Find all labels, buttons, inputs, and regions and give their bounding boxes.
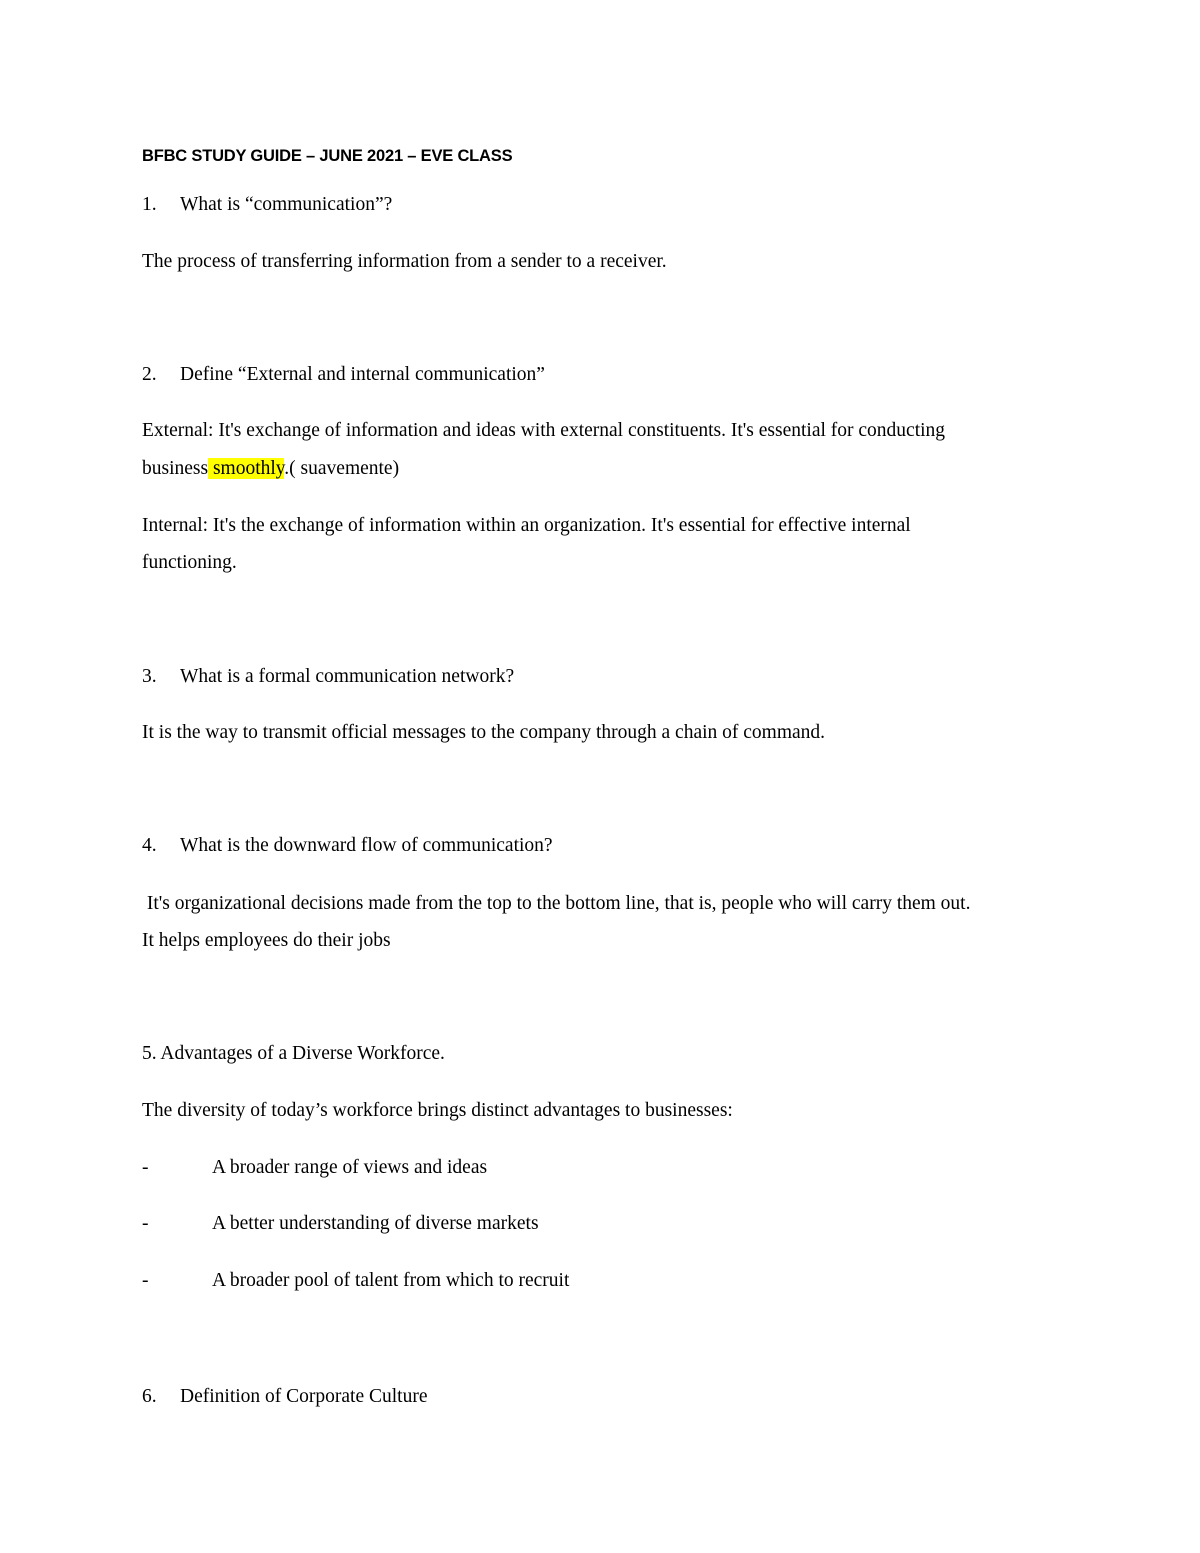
question-2-number: 2.	[142, 364, 157, 385]
external-line-2-prefix: business	[142, 458, 209, 479]
answer-2-external-line-2	[142, 457, 399, 481]
answer-4-line-2: It helps employees do their jobs	[142, 930, 391, 951]
answer-4-line-1: It's organizational decisions made from the top to the bottom line, that is, people who will carry them out.	[142, 893, 971, 914]
external-line-2-suffix: .( suavemente)	[284, 458, 400, 479]
question-4-number: 4.	[142, 835, 157, 856]
highlighted-word: smoothly	[208, 458, 285, 479]
answer-2-internal-line-2: functioning.	[142, 552, 237, 573]
section-5-intro: The diversity of today’s workforce brings distinct advantages to businesses:	[142, 1100, 733, 1121]
answer-1: The process of transferring information from a sender to a receiver.	[142, 251, 667, 272]
bullet-marker: -	[142, 1270, 149, 1291]
bullet-item	[142, 1212, 539, 1236]
document-title: BFBC STUDY GUIDE – JUNE 2021 – EVE CLASS	[142, 147, 513, 165]
bullet-text: A broader range of views and ideas	[212, 1157, 488, 1178]
question-2	[142, 363, 545, 387]
question-4	[142, 834, 553, 858]
question-3-text: What is a formal communication network?	[180, 666, 515, 687]
question-2-text: Define “External and internal communication”	[180, 364, 545, 385]
bullet-text: A broader pool of talent from which to recruit	[212, 1270, 570, 1291]
bullet-item	[142, 1156, 487, 1180]
bullet-marker: -	[142, 1157, 149, 1178]
question-3-number: 3.	[142, 666, 157, 687]
question-3	[142, 665, 514, 689]
question-6	[142, 1385, 427, 1409]
question-6-text: Definition of Corporate Culture	[180, 1386, 428, 1407]
answer-2-external-line-1: External: It's exchange of information and ideas with external constituents. It's essential for conducting	[142, 420, 946, 441]
bullet-item	[142, 1269, 569, 1293]
bullet-marker: -	[142, 1213, 149, 1234]
question-1	[142, 193, 392, 217]
question-1-number: 1.	[142, 194, 157, 215]
answer-2-internal-line-1: Internal: It's the exchange of information within an organization. It's essential for effective internal	[142, 515, 911, 536]
question-1-text: What is “communication”?	[180, 194, 393, 215]
question-6-number: 6.	[142, 1386, 157, 1407]
answer-3: It is the way to transmit official messages to the company through a chain of command.	[142, 722, 826, 743]
section-5-heading: 5. Advantages of a Diverse Workforce.	[142, 1043, 445, 1064]
question-4-text: What is the downward flow of communication?	[180, 835, 553, 856]
bullet-text: A better understanding of diverse markets	[212, 1213, 539, 1234]
